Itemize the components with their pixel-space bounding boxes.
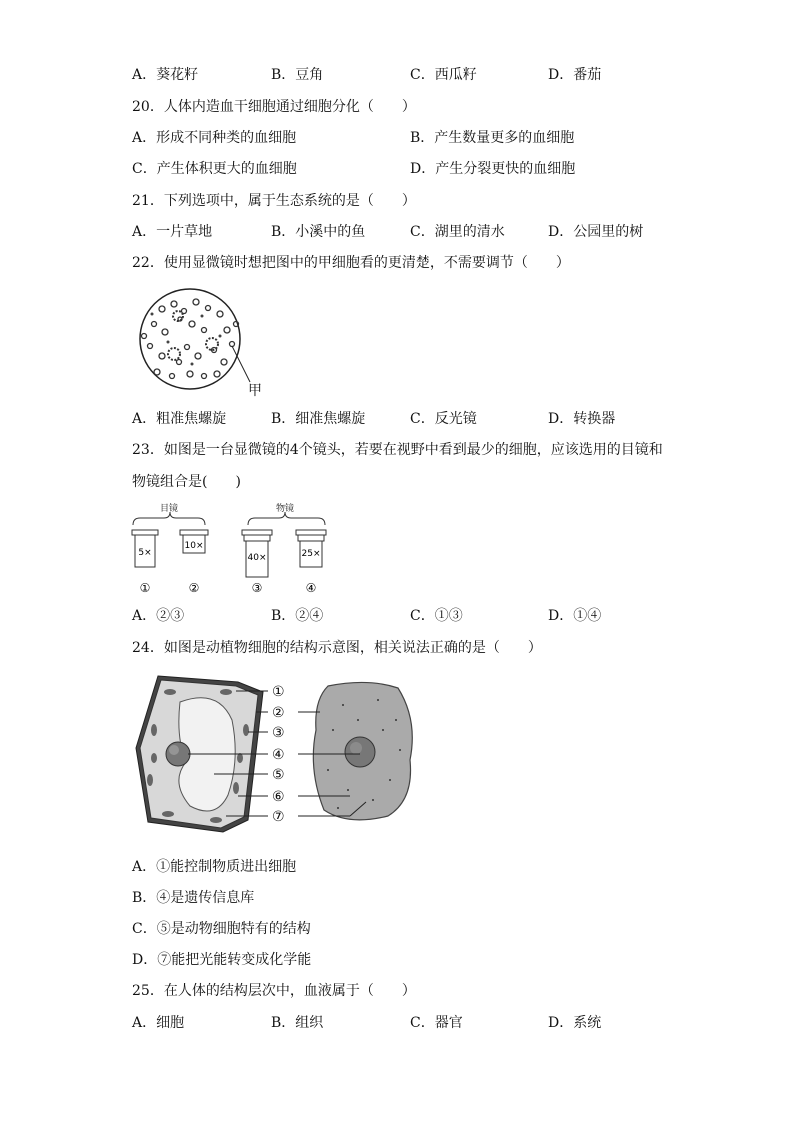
cell-label-5: ⑤ bbox=[272, 767, 285, 783]
q25-stem: 25．在人体的结构层次中，血液属于（ ） bbox=[132, 983, 416, 999]
q25-option-b[interactable]: B．组织 bbox=[271, 1015, 324, 1031]
q25-option-a[interactable]: A．细胞 bbox=[132, 1015, 185, 1031]
lens-2-eyepiece-10x bbox=[180, 530, 208, 553]
q22-option-d[interactable]: D．转换器 bbox=[548, 411, 616, 427]
q19-option-a[interactable]: A．葵花籽 bbox=[132, 67, 199, 83]
animal-cell bbox=[313, 682, 412, 819]
lens-3-objective-40x bbox=[242, 530, 272, 577]
q23-option-c[interactable]: C．①③ bbox=[410, 608, 463, 624]
cell-label-6: ⑥ bbox=[272, 789, 285, 805]
q22-option-a[interactable]: A．粗准焦螺旋 bbox=[132, 411, 227, 427]
q25-option-c[interactable]: C．器官 bbox=[410, 1015, 463, 1031]
q22-option-c[interactable]: C．反光镜 bbox=[410, 411, 477, 427]
lens-1-number: ① bbox=[139, 581, 151, 595]
q19-option-c[interactable]: C．西瓜籽 bbox=[410, 67, 477, 83]
lens-1-eyepiece-5x bbox=[132, 530, 158, 567]
plant-animal-cell-figure bbox=[128, 670, 428, 842]
cell-label-7: ⑦ bbox=[272, 809, 285, 825]
eyepiece-label: 目镜 bbox=[160, 504, 179, 514]
lens-4-objective-25x bbox=[296, 530, 326, 567]
lens-3-magnification: 40× bbox=[247, 553, 267, 563]
q21-option-b[interactable]: B．小溪中的鱼 bbox=[271, 224, 366, 240]
q19-option-d[interactable]: D．番茄 bbox=[548, 67, 602, 83]
jia-leader-line bbox=[232, 346, 250, 382]
q24-option-d[interactable]: D．⑦能把光能转变成化学能 bbox=[132, 952, 312, 968]
q19-option-b[interactable]: B．豆角 bbox=[271, 67, 324, 83]
q20-option-b[interactable]: B．产生数量更多的血细胞 bbox=[410, 130, 575, 146]
q20-option-d[interactable]: D．产生分裂更快的血细胞 bbox=[410, 161, 576, 177]
lens-2-number: ② bbox=[188, 581, 200, 595]
q23-option-d[interactable]: D．①④ bbox=[548, 608, 602, 624]
lens-2-magnification: 10× bbox=[184, 541, 204, 551]
q21-stem: 21．下列选项中，属于生态系统的是（ ） bbox=[132, 193, 416, 209]
q20-option-a[interactable]: A．形成不同种类的血细胞 bbox=[132, 130, 297, 146]
q23-stem-line2: 物镜组合是( ) bbox=[132, 474, 241, 490]
q20-stem: 20．人体内造血干细胞通过细胞分化（ ） bbox=[132, 99, 416, 115]
cell-label-3: ③ bbox=[272, 725, 285, 741]
q25-option-d[interactable]: D．系统 bbox=[548, 1015, 602, 1031]
q23-option-b[interactable]: B．②④ bbox=[271, 608, 324, 624]
cell-label-2: ② bbox=[272, 705, 285, 721]
plant-nucleus bbox=[166, 742, 190, 766]
q24-stem: 24．如图是动植物细胞的结构示意图，相关说法正确的是（ ） bbox=[132, 640, 542, 656]
lens-3-number: ③ bbox=[251, 581, 263, 595]
q23-option-a[interactable]: A．②③ bbox=[132, 608, 185, 624]
q20-option-c[interactable]: C．产生体积更大的血细胞 bbox=[132, 161, 297, 177]
objective-label: 物镜 bbox=[276, 504, 295, 514]
lens-4-magnification: 25× bbox=[301, 549, 321, 559]
q22-stem: 22．使用显微镜时想把图中的甲细胞看的更清楚，不需要调节（ ） bbox=[132, 255, 570, 271]
q21-option-d[interactable]: D．公园里的树 bbox=[548, 224, 644, 240]
q22-option-b[interactable]: B．细准焦螺旋 bbox=[271, 411, 366, 427]
lens-1-magnification: 5× bbox=[138, 548, 152, 558]
q24-option-c[interactable]: C．⑤是动物细胞特有的结构 bbox=[132, 921, 311, 937]
lens-4-number: ④ bbox=[305, 581, 317, 595]
cell-label-1: ① bbox=[272, 684, 285, 700]
q24-option-a[interactable]: A．①能控制物质进出细胞 bbox=[132, 859, 297, 875]
q24-option-b[interactable]: B．④是遗传信息库 bbox=[132, 890, 255, 906]
q23-stem-line1: 23．如图是一台显微镜的4个镜头，若要在视野中看到最少的细胞，应该选用的目镜和 bbox=[132, 442, 663, 458]
cell-label-4: ④ bbox=[272, 747, 285, 763]
q21-option-a[interactable]: A．一片草地 bbox=[132, 224, 213, 240]
jia-label: 甲 bbox=[248, 383, 262, 399]
q21-option-c[interactable]: C．湖里的清水 bbox=[410, 224, 505, 240]
microscope-field-figure bbox=[132, 284, 272, 399]
microscope-lenses-figure bbox=[128, 500, 348, 598]
